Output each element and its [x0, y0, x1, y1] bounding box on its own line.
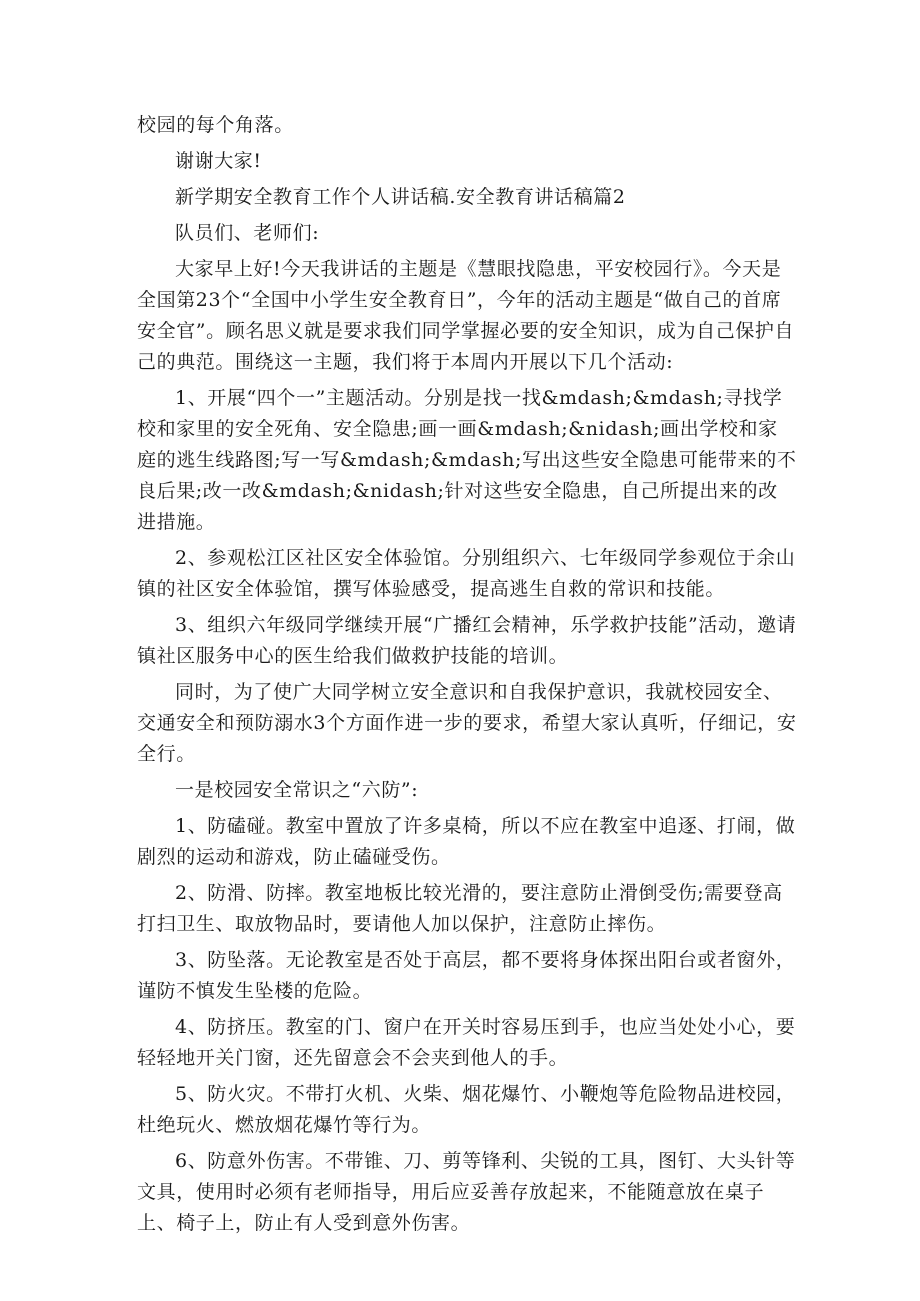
paragraph-intro: 大家早上好!今天我讲话的主题是《慧眼找隐患，平安校园行》。今天是全国第23个“全国中小学生安全教育日”，今年的活动主题是“做自己的首席安全官”。顾名思义就是要求我们同学掌握必要的安全知识，成为自己保护自己的典范。围绕这一主题，我们将于本周内开展以下几个活动:	[137, 258, 795, 373]
paragraph-salutation: 队员们、老师们:	[175, 222, 320, 244]
paragraph-activity-1: 1、开展“四个一”主题活动。分别是找一找&mdash;&mdash;寻找学校和家里的安全死角、安全隐患;画一画&mdash;&nidash;画出学校和家庭的逃生线路图;写一写&mdash;&mdash;写出这些安全隐患可能带来的不良后果;改一改&mdash;&nidash;针对这些安全隐患，自己所提出来的改进措施。	[137, 387, 797, 533]
paragraph-rule-1: 1、防磕碰。教室中置放了许多桌椅，所以不应在教室中追逐、打闹，做剧烈的运动和游戏，防止磕碰受伤。	[137, 815, 796, 868]
subsection-title: 一是校园安全常识之“六防”:	[175, 779, 419, 801]
paragraph-requirements: 同时，为了使广大同学树立安全意识和自我保护意识，我就校园安全、交通安全和预防溺水3个方面作进一步的要求，希望大家认真听，仔细记，安全行。	[137, 681, 797, 765]
document-body	[137, 110, 797, 1239]
paragraph-activity-3: 3、组织六年级同学继续开展“广播红会精神，乐学救护技能”活动，邀请镇社区服务中心的医生给我们做救护技能的培训。	[137, 614, 797, 667]
paragraph-rule-5: 5、防火灾。不带打火机、火柴、烟花爆竹、小鞭炮等危险物品进校园，杜绝玩火、燃放烟花爆竹等行为。	[137, 1083, 796, 1136]
paragraph-rule-4: 4、防挤压。教室的门、窗户在开关时容易压到手，也应当处处小心，要轻轻地开关门窗，还先留意会不会夹到他人的手。	[137, 1016, 796, 1069]
section-title: 新学期安全教育工作个人讲话稿.安全教育讲话稿篇2	[175, 186, 626, 208]
paragraph-thanks: 谢谢大家!	[175, 150, 262, 172]
paragraph-rule-6: 6、防意外伤害。不带锥、刀、剪等锋利、尖锐的工具，图钉、大头针等文具，使用时必须有老师指导，用后应妥善存放起来，不能随意放在桌子上、椅子上，防止有人受到意外伤害。	[137, 1150, 796, 1234]
paragraph-continuation: 校园的每个角落。	[137, 114, 294, 136]
paragraph-rule-2: 2、防滑、防摔。教室地板比较光滑的，要注意防止滑倒受伤;需要登高打扫卫生、取放物品时，要请他人加以保护，注意防止摔伤。	[137, 882, 783, 935]
paragraph-rule-3: 3、防坠落。无论教室是否处于高层，都不要将身体探出阳台或者窗外，谨防不慎发生坠楼的危险。	[137, 949, 796, 1002]
paragraph-activity-2: 2、参观松江区社区安全体验馆。分别组织六、七年级同学参观位于余山镇的社区安全体验馆，撰写体验感受，提高逃生自救的常识和技能。	[137, 547, 796, 600]
